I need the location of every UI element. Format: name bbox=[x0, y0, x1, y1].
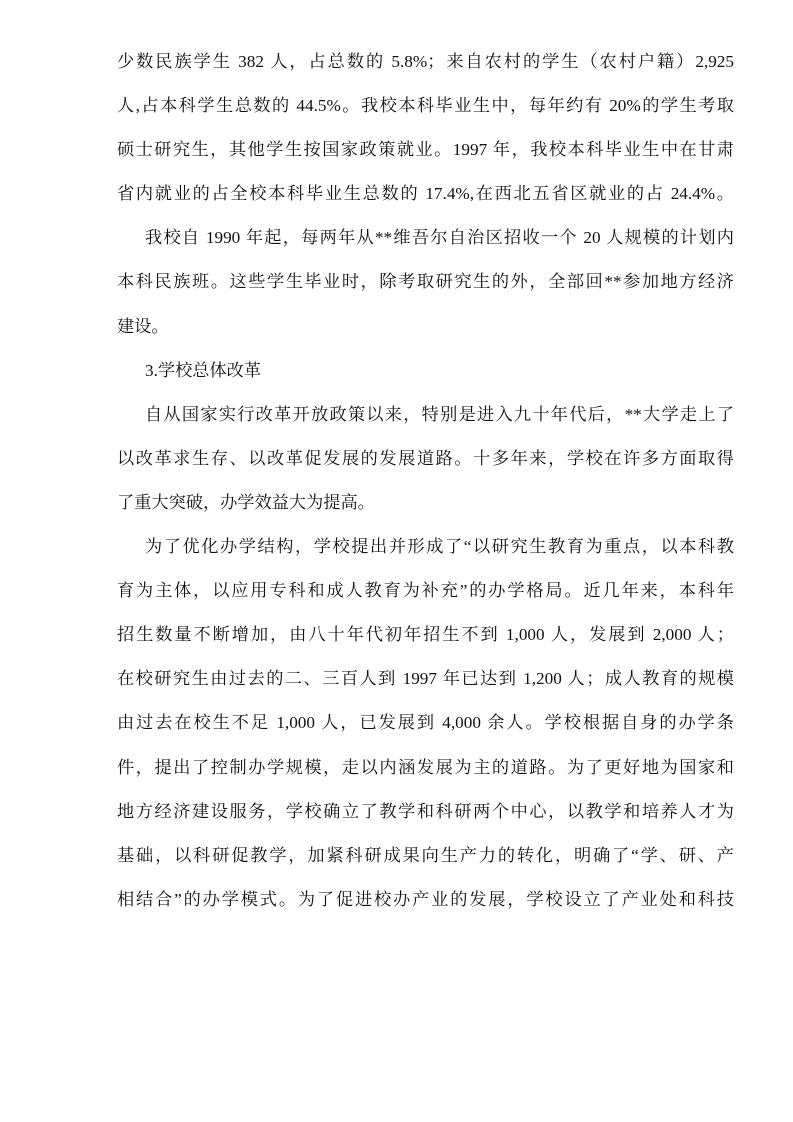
text-line: 育为主体，以应用专科和成人教育为补充”的办学格局。近几年来，本科年 bbox=[117, 581, 734, 601]
document-body bbox=[117, 40, 734, 922]
text-line: 我校自 1990 年起，每两年从**维吾尔自治区招收一个 20 人规模的计划内 bbox=[145, 228, 734, 248]
section-heading: 3.学校总体改革 bbox=[145, 360, 262, 380]
text-line: 人,占本科学生总数的 44.5%。我校本科毕业生中，每年约有 20%的学生考取 bbox=[117, 96, 734, 116]
text-line: 本科民族班。这些学生毕业时，除考取研究生的外，全部回**参加地方经济 bbox=[117, 272, 734, 292]
text-line: 在校研究生由过去的二、三百人到 1997 年已达到 1,200 人；成人教育的规模 bbox=[117, 669, 734, 689]
text-line: 了重大突破，办学效益大为提高。 bbox=[117, 492, 375, 512]
text-line: 为了优化办学结构，学校提出并形成了“以研究生教育为重点，以本科教 bbox=[145, 537, 734, 557]
text-line: 由过去在校生不足 1,000 人，已发展到 4,000 余人。学校根据自身的办学条 bbox=[117, 713, 734, 733]
text-line: 地方经济建设服务，学校确立了教学和科研两个中心，以教学和培养人才为 bbox=[117, 801, 734, 821]
text-line: 件，提出了控制办学规模，走以内涵发展为主的道路。为了更好地为国家和 bbox=[117, 757, 734, 777]
text-line: 招生数量不断增加，由八十年代初年招生不到 1,000 人，发展到 2,000 人； bbox=[117, 625, 734, 645]
text-line: 基础，以科研促教学，加紧科研成果向生产力的转化，明确了“学、研、产 bbox=[117, 845, 734, 865]
text-line: 以改革求生存、以改革促发展的发展道路。十多年来，学校在许多方面取得 bbox=[117, 448, 734, 468]
text-line: 建设。 bbox=[117, 316, 169, 336]
text-line: 省内就业的占全校本科毕业生总数的 17.4%,在西北五省区就业的占 24.4%。 bbox=[117, 184, 734, 204]
text-line: 相结合”的办学模式。为了促进校办产业的发展，学校设立了产业处和科技 bbox=[117, 889, 734, 909]
text-line: 少数民族学生 382 人，占总数的 5.8%；来自农村的学生（农村户籍）2,925 bbox=[117, 52, 734, 71]
text-line: 硕士研究生，其他学生按国家政策就业。1997 年，我校本科毕业生中在甘肃 bbox=[117, 140, 734, 160]
text-line: 自从国家实行改革开放政策以来，特别是进入九十年代后，**大学走上了 bbox=[145, 404, 734, 424]
